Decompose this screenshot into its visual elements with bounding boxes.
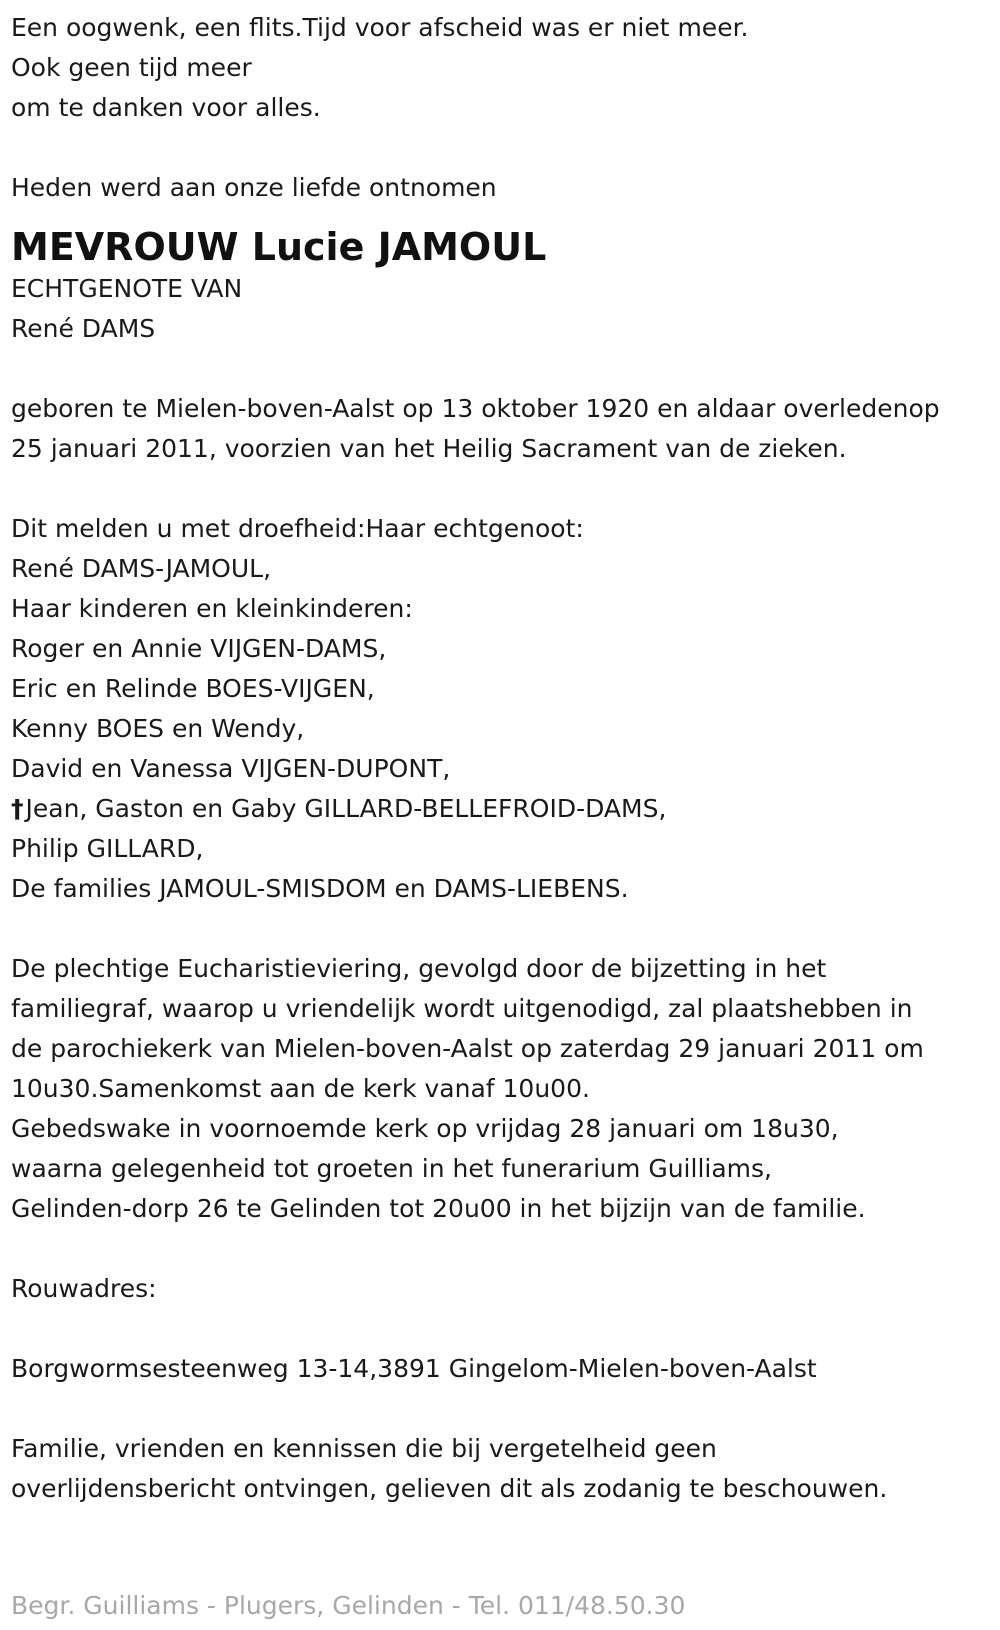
ceremony-line: Gebedswake in voornoemde kerk op vrijdag 28 januari om 18u30, bbox=[11, 1114, 839, 1143]
deceased-member-name: Jean, Gaston en Gaby GILLARD-BELLEFROID-DAMS, bbox=[25, 794, 667, 823]
deceased-name: MEVROUW Lucie JAMOUL bbox=[11, 225, 547, 269]
ceremony-line: familiegraf, waarop u vriendelijk wordt uitgenodigd, zal plaatshebben in bbox=[11, 994, 913, 1023]
intro-line: om te danken voor alles. bbox=[11, 93, 321, 122]
ceremony-paragraph bbox=[11, 949, 1000, 1229]
intro-line: Een oogwenk, een flits.Tijd voor afscheid was er niet meer. bbox=[11, 13, 749, 42]
closing-line: overlijdensbericht ontvingen, gelieven dit als zodanig te beschouwen. bbox=[11, 1474, 888, 1503]
taken-text: Heden werd aan onze liefde ontnomen bbox=[11, 173, 497, 202]
birth-death-paragraph bbox=[11, 389, 1000, 469]
spacer bbox=[11, 1389, 1000, 1429]
spacer bbox=[11, 1229, 1000, 1269]
family-children-label: Haar kinderen en kleinkinderen: bbox=[11, 594, 413, 623]
ceremony-line: Gelinden-dorp 26 te Gelinden tot 20u00 in het bijzijn van de familie. bbox=[11, 1194, 866, 1223]
family-husband: René DAMS-JAMOUL, bbox=[11, 554, 272, 583]
address-label: Rouwadres: bbox=[11, 1274, 157, 1303]
closing-paragraph bbox=[11, 1429, 1000, 1509]
ceremony-line: de parochiekerk van Mielen-boven-Aalst op zaterdag 29 januari 2011 om bbox=[11, 1034, 924, 1063]
family-member: De families JAMOUL-SMISDOM en DAMS-LIEBENS. bbox=[11, 874, 629, 903]
ceremony-line: waarna gelegenheid tot groeten in het funerarium Guilliams, bbox=[11, 1154, 772, 1183]
spouse-name: René DAMS bbox=[11, 314, 156, 343]
family-intro: Dit melden u met droefheid:Haar echtgenoot: bbox=[11, 514, 584, 543]
closing-line: Familie, vrienden en kennissen die bij vergetelheid geen bbox=[11, 1434, 717, 1463]
birth-death-line: 25 januari 2011, voorzien van het Heilig Sacrament van de zieken. bbox=[11, 434, 847, 463]
family-member-deceased bbox=[11, 789, 1000, 829]
spouse-label: ECHTGENOTE VAN bbox=[11, 274, 243, 303]
spacer bbox=[11, 1309, 1000, 1349]
family-member: Philip GILLARD, bbox=[11, 834, 204, 863]
family-member: Eric en Relinde BOES-VIJGEN, bbox=[11, 674, 375, 703]
intro-poem bbox=[11, 8, 1000, 128]
spacer bbox=[11, 349, 1000, 389]
family-member: David en Vanessa VIJGEN-DUPONT, bbox=[11, 754, 451, 783]
family-member: Roger en Annie VIJGEN-DAMS, bbox=[11, 634, 387, 663]
spacer bbox=[11, 469, 1000, 509]
family-list bbox=[11, 509, 1000, 909]
family-member: Kenny BOES en Wendy, bbox=[11, 714, 305, 743]
ceremony-line: De plechtige Eucharistieviering, gevolgd door de bijzetting in het bbox=[11, 954, 827, 983]
spacer bbox=[11, 128, 1000, 168]
spacer bbox=[11, 909, 1000, 949]
ceremony-line: 10u30.Samenkomst aan de kerk vanaf 10u00. bbox=[11, 1074, 590, 1103]
funeral-home-footer: Begr. Guilliams - Plugers, Gelinden - Tel. 011/48.50.30 bbox=[11, 1591, 686, 1620]
intro-line: Ook geen tijd meer bbox=[11, 53, 252, 82]
address: Borgwormsesteenweg 13-14,3891 Gingelom-Mielen-boven-Aalst bbox=[11, 1354, 817, 1383]
cross-icon: † bbox=[11, 794, 24, 823]
birth-death-line: geboren te Mielen-boven-Aalst op 13 oktober 1920 en aldaar overledenop bbox=[11, 394, 940, 423]
